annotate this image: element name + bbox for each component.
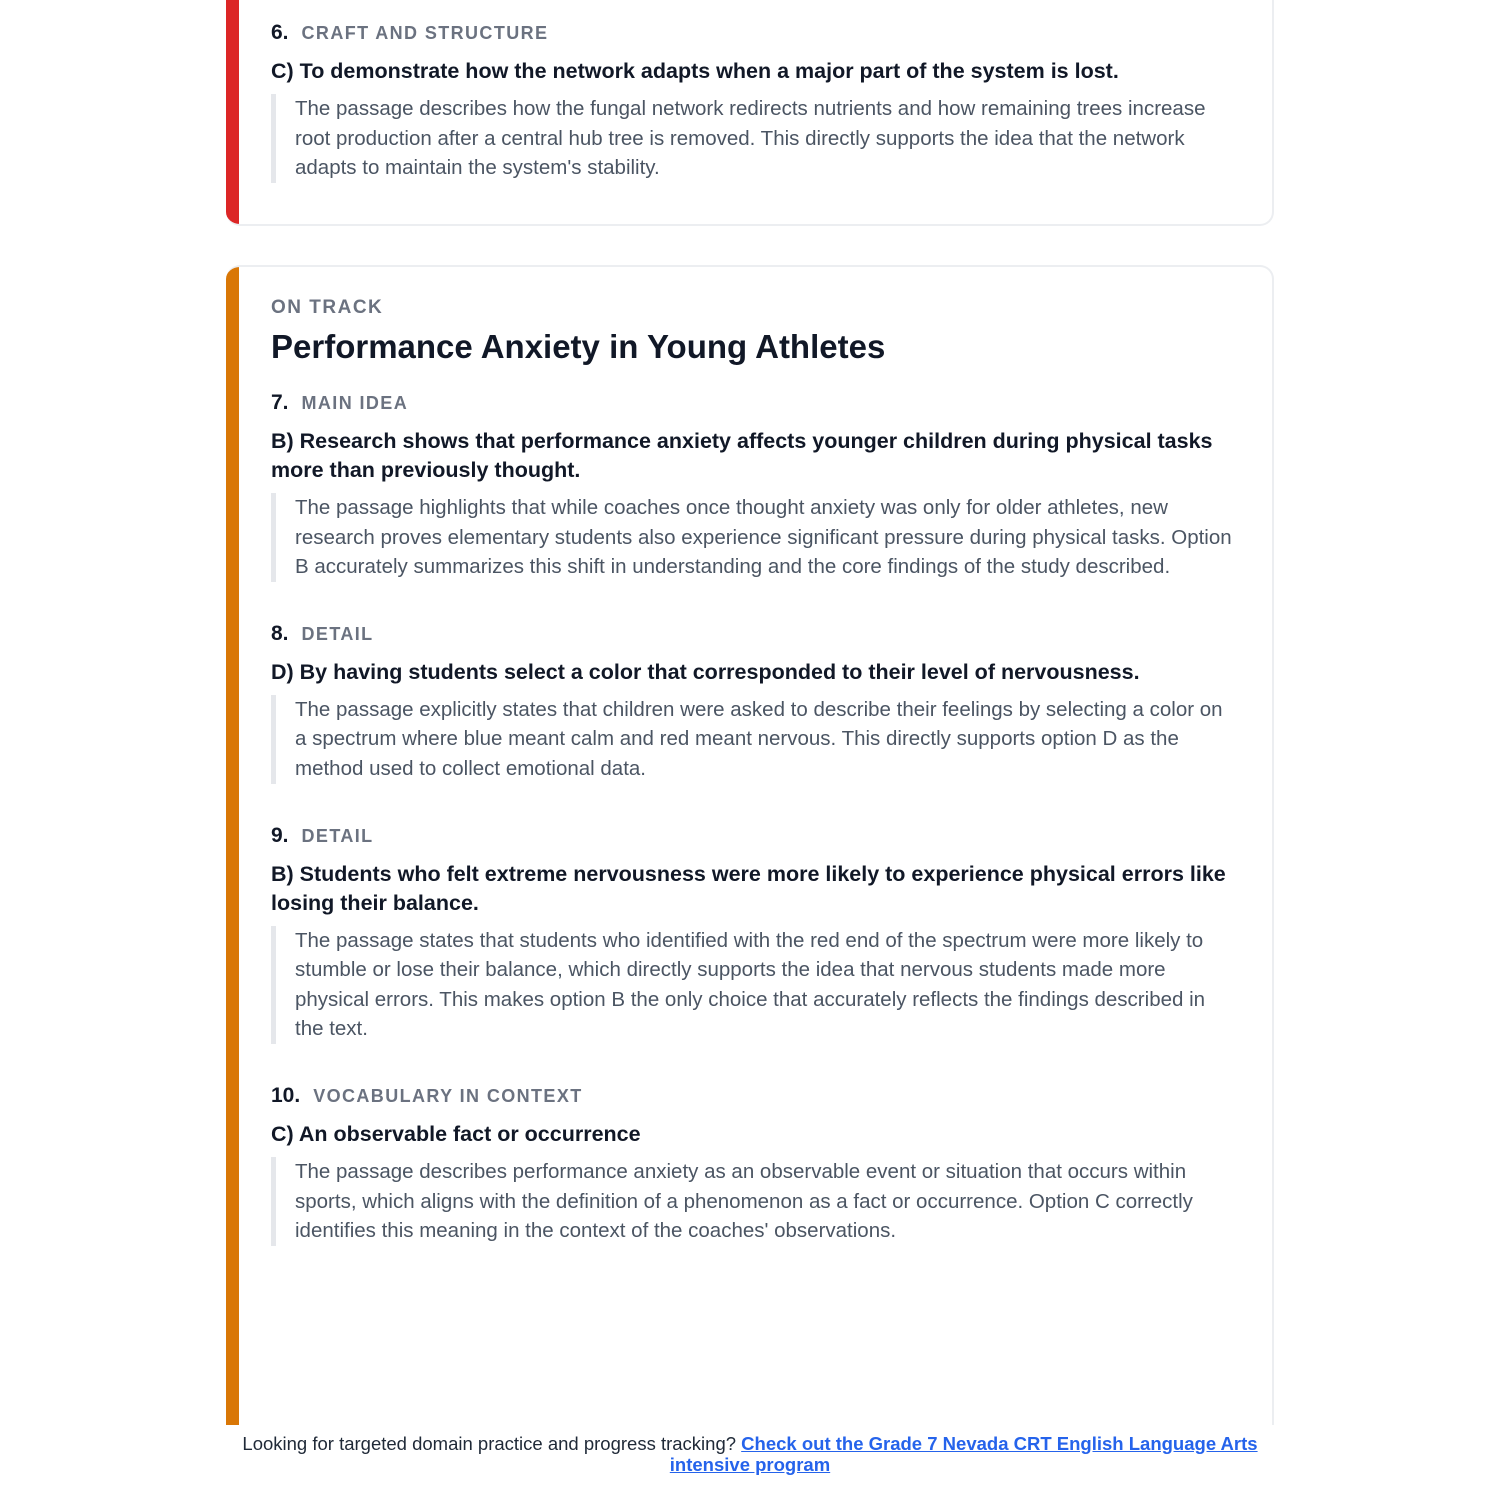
card-content [271, 297, 1238, 1286]
answer-explanation: The passage explicitly states that children were asked to describe their feelings by selecting a color on a spectrum where blue meant calm and red meant nervous. This directly supports option D as the method used to collect emotional data. [271, 695, 1238, 784]
question-item [271, 391, 1238, 582]
results-card-previous [226, 0, 1274, 226]
answer-explanation: The passage describes performance anxiety as an observable event or situation that occurs within sports, which aligns with the definition of a phenomenon as a fact or occurrence. Option C correctly identifies this meaning in the context of the coaches' observations. [271, 1157, 1238, 1246]
answer-explanation: The passage highlights that while coaches once thought anxiety was only for older athletes, new research proves elementary students also experience significant pressure during physical tasks. Option B accurately summarizes this shift in understanding and the core findings of the study described. [271, 493, 1238, 582]
card-accent-bar [226, 0, 239, 224]
question-number: 8. [271, 621, 289, 645]
question-number: 6. [271, 21, 289, 44]
question-type: DETAIL [301, 623, 374, 644]
question-item [271, 21, 1238, 183]
correct-answer: B) Research shows that performance anxiety affects younger children during physical tasks more than previously thought. [271, 429, 1213, 482]
question-item [271, 824, 1238, 1044]
footer-text: Looking for targeted domain practice and progress tracking? [242, 1433, 742, 1454]
answer-explanation: The passage describes how the fungal network redirects nutrients and how remaining trees increase root production after a central hub tree is removed. This directly supports the idea that the network adapts to maintain the system's stability. [271, 94, 1238, 183]
question-header [271, 622, 1238, 646]
question-header [271, 391, 1238, 415]
footer-promo [230, 1433, 1270, 1475]
question-number: 10. [271, 1083, 301, 1107]
question-header [271, 21, 1238, 45]
correct-answer: B) Students who felt extreme nervousness were more likely to experience physical errors like losing their balance. [271, 861, 1226, 915]
correct-answer: C) To demonstrate how the network adapts when a major part of the system is lost. [271, 59, 1119, 83]
question-type: MAIN IDEA [301, 393, 409, 413]
question-header [271, 1084, 1238, 1108]
correct-answer: D) By having students select a color that corresponded to their level of nervousness. [271, 659, 1140, 684]
question-type: VOCABULARY IN CONTEXT [313, 1085, 583, 1106]
card-content [271, 21, 1238, 183]
results-card-passage [226, 265, 1274, 1425]
passage-title: Performance Anxiety in Young Athletes [271, 328, 886, 365]
correct-answer: C) An observable fact or occurrence [271, 1121, 641, 1146]
card-accent-bar [226, 267, 239, 1425]
question-item [271, 1084, 1238, 1246]
program-link[interactable]: Check out the Grade 7 Nevada CRT English Language Arts intensive program [669, 1433, 1258, 1475]
question-type: CRAFT AND STRUCTURE [301, 23, 549, 43]
answer-explanation: The passage states that students who identified with the red end of the spectrum were more likely to stumble or lose their balance, which directly supports the idea that nervous students made more physical errors. This makes option B the only choice that accurately reflects the findings described in the text. [271, 926, 1238, 1044]
question-item [271, 622, 1238, 784]
status-label: ON TRACK [271, 297, 384, 318]
question-type: DETAIL [301, 825, 374, 846]
question-number: 7. [271, 391, 289, 414]
question-header [271, 824, 1238, 848]
question-number: 9. [271, 823, 289, 847]
